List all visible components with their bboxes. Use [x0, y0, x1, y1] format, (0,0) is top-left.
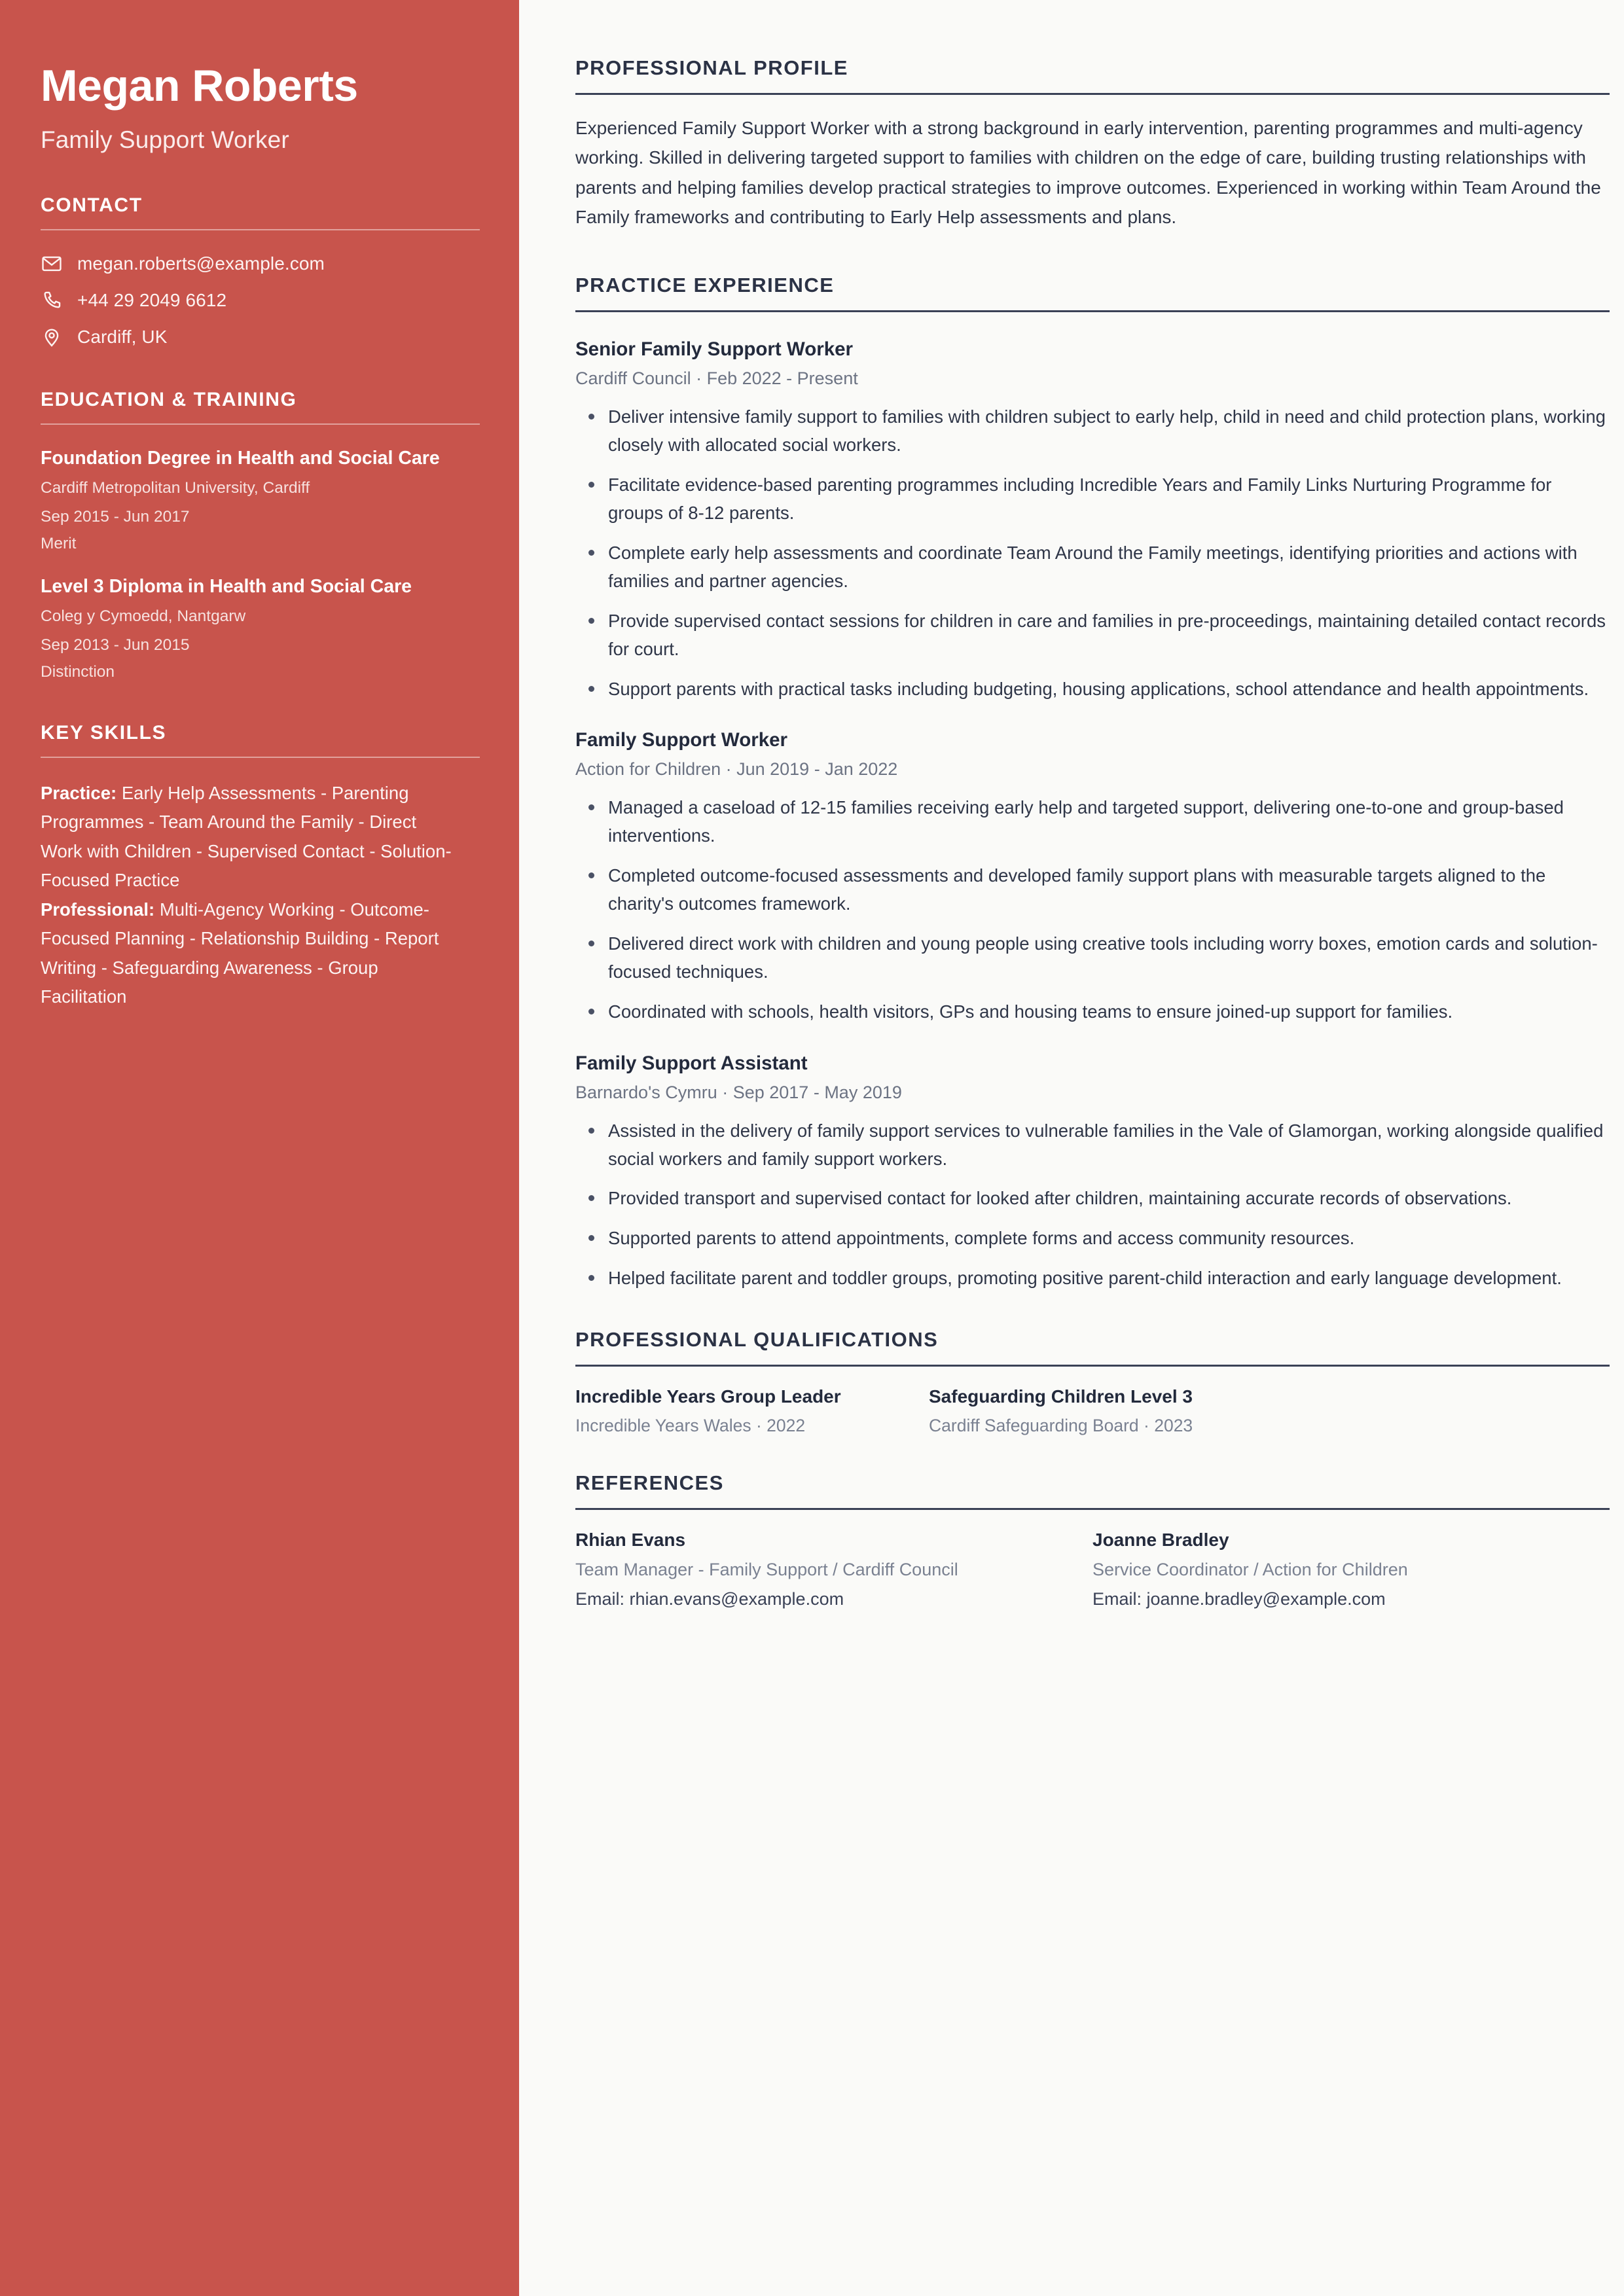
- qualification-item: [575, 1386, 929, 1436]
- skills-group-value: Early Help Assessments - Parenting Programmes - Team Around the Family - Direct Work with Children - Supervised Contact - Solution-Focused Practice: [41, 782, 452, 891]
- references-divider: [575, 1508, 1610, 1510]
- job-bullets: [575, 794, 1610, 1026]
- job-bullet: Support parents with practical tasks including budgeting, housing applications, school attendance and health appointments.: [575, 675, 1610, 704]
- contact-location-value: Cardiff, UK: [77, 326, 168, 347]
- skills-group-practice: [41, 779, 460, 895]
- job-bullet: Deliver intensive family support to families with children subject to early help, child in need and child protection plans, working closely with allocated social workers.: [575, 403, 1610, 459]
- job-title: Family Support Assistant: [575, 1052, 808, 1074]
- qualification-name: Safeguarding Children Level 3: [929, 1386, 1193, 1407]
- contact-divider: [41, 229, 480, 230]
- job-bullet: Facilitate evidence-based parenting programmes including Incredible Years and Family Links Nurturing Programme for groups of 8-12 parents.: [575, 471, 1610, 528]
- qualification-meta: Cardiff Safeguarding Board · 2023: [929, 1416, 1193, 1436]
- reference-item: [575, 1530, 1092, 1609]
- reference-name: Rhian Evans: [575, 1530, 686, 1551]
- profile-heading: PROFESSIONAL PROFILE: [575, 56, 848, 79]
- job-bullet: Delivered direct work with children and young people using creative tools including worry boxes, emotion cards and solution-focused techniques.: [575, 930, 1610, 986]
- job-bullet: Provide supervised contact sessions for children in care and families in pre-proceedings, maintaining detailed contact records for court.: [575, 607, 1610, 664]
- job-bullet: Coordinated with schools, health visitors, GPs and housing teams to ensure joined-up support for families.: [575, 998, 1610, 1026]
- skills-group-value: Multi-Agency Working - Outcome-Focused Planning - Relationship Building - Report Writing - Safeguarding Awareness - Group Facilitation: [41, 899, 439, 1007]
- education-section: [41, 389, 480, 681]
- skills-group-professional: [41, 895, 460, 1012]
- spacer: [575, 1436, 1610, 1471]
- job-bullets: [575, 403, 1610, 703]
- education-dates: Sep 2013 - Jun 2015: [41, 636, 190, 654]
- experience-heading: PRACTICE EXPERIENCE: [575, 274, 835, 297]
- education-grade: Distinction: [41, 662, 115, 681]
- skills-body: [41, 779, 460, 1012]
- candidate-role: Family Support Worker: [41, 126, 289, 153]
- education-heading: EDUCATION & TRAINING: [41, 388, 297, 410]
- job-title: Senior Family Support Worker: [575, 338, 854, 361]
- reference-role: Team Manager - Family Support / Cardiff Council: [575, 1560, 958, 1580]
- skills-group-label: Professional:: [41, 899, 155, 920]
- contact-heading: CONTACT: [41, 194, 143, 216]
- experience-section: [575, 274, 1610, 1293]
- job-bullet: Completed outcome-focused assessments and developed family support plans with measurable targets aligned to the charity's outcomes framework.: [575, 862, 1610, 918]
- education-institution: Cardiff Metropolitan University, Cardiff: [41, 479, 310, 497]
- spacer: [575, 1293, 1610, 1328]
- sidebar: [0, 0, 519, 2296]
- candidate-name: Megan Roberts: [41, 61, 358, 111]
- reference-email[interactable]: Email: rhian.evans@example.com: [575, 1589, 844, 1609]
- qualification-item: [929, 1386, 1282, 1436]
- envelope-icon: [41, 253, 63, 275]
- profile-section: [575, 56, 1610, 232]
- education-grade: Merit: [41, 534, 77, 552]
- experience-job: [575, 1052, 1610, 1293]
- education-divider: [41, 423, 480, 425]
- reference-name: Joanne Bradley: [1092, 1530, 1229, 1551]
- job-bullet: Complete early help assessments and coordinate Team Around the Family meetings, identifying priorities and actions with families and partner agencies.: [575, 539, 1610, 596]
- experience-job: [575, 338, 1610, 703]
- contact-phone-value: +44 29 2049 6612: [77, 289, 227, 310]
- qualifications-divider: [575, 1365, 1610, 1367]
- contact-item-location[interactable]: [41, 326, 480, 348]
- skills-divider: [41, 757, 480, 758]
- qualification-meta: Incredible Years Wales · 2022: [575, 1416, 806, 1436]
- main-content: [519, 0, 1624, 2296]
- job-bullet: Assisted in the delivery of family support services to vulnerable families in the Vale of Glamorgan, working alongside qualified social workers and family support workers.: [575, 1117, 1610, 1174]
- references-section: [575, 1471, 1610, 1609]
- skills-heading: KEY SKILLS: [41, 721, 167, 744]
- experience-divider: [575, 310, 1610, 312]
- job-title: Family Support Worker: [575, 729, 788, 751]
- qualifications-list: [575, 1386, 1610, 1436]
- spacer: [575, 232, 1610, 274]
- contact-section: [41, 194, 480, 348]
- references-list: [575, 1530, 1610, 1609]
- education-dates: Sep 2015 - Jun 2017: [41, 507, 190, 526]
- contact-list: [41, 253, 480, 348]
- education-institution: Coleg y Cymoedd, Nantgarw: [41, 607, 246, 625]
- location-pin-icon: [41, 326, 63, 348]
- reference-item: [1092, 1530, 1610, 1609]
- education-degree: Level 3 Diploma in Health and Social Care: [41, 575, 412, 597]
- qualifications-heading: PROFESSIONAL QUALIFICATIONS: [575, 1328, 939, 1352]
- reference-role: Service Coordinator / Action for Children: [1092, 1560, 1408, 1580]
- reference-email[interactable]: Email: joanne.bradley@example.com: [1092, 1589, 1386, 1609]
- contact-item-phone[interactable]: [41, 289, 480, 312]
- profile-divider: [575, 93, 1610, 95]
- job-meta: Action for Children · Jun 2019 - Jan 2022: [575, 759, 898, 780]
- qualification-name: Incredible Years Group Leader: [575, 1386, 841, 1407]
- education-degree: Foundation Degree in Health and Social Care: [41, 447, 440, 469]
- education-item: [41, 446, 480, 553]
- job-bullet: Managed a caseload of 12-15 families receiving early help and targeted support, delivering one-to-one and group-based interventions.: [575, 794, 1610, 850]
- job-bullet: Provided transport and supervised contact for looked after children, maintaining accurate records of observations.: [575, 1185, 1610, 1213]
- skills-section: [41, 722, 480, 1012]
- qualifications-section: [575, 1328, 1610, 1436]
- skills-group-label: Practice:: [41, 782, 117, 803]
- job-bullets: [575, 1117, 1610, 1293]
- job-meta: Cardiff Council · Feb 2022 - Present: [575, 368, 858, 389]
- phone-icon: [41, 289, 63, 312]
- education-item: [41, 574, 480, 681]
- profile-text: Experienced Family Support Worker with a strong background in early intervention, parenting programmes and multi-agency working. Skilled in delivering targeted support to families with children on the edge of care, building trusting relationships with parents and helping families develop practical strategies to improve outcomes. Experienced in working within Team Around the Family frameworks and contributing to Early Help assessments and plans.: [575, 118, 1601, 228]
- contact-email-value: megan.roberts@example.com: [77, 253, 325, 274]
- contact-item-email[interactable]: [41, 253, 480, 275]
- experience-job: [575, 729, 1610, 1026]
- job-bullet: Supported parents to attend appointments, complete forms and access community resources.: [575, 1225, 1610, 1253]
- job-bullet: Helped facilitate parent and toddler groups, promoting positive parent-child interaction and early language development.: [575, 1265, 1610, 1293]
- references-heading: REFERENCES: [575, 1471, 724, 1495]
- job-meta: Barnardo's Cymru · Sep 2017 - May 2019: [575, 1082, 902, 1102]
